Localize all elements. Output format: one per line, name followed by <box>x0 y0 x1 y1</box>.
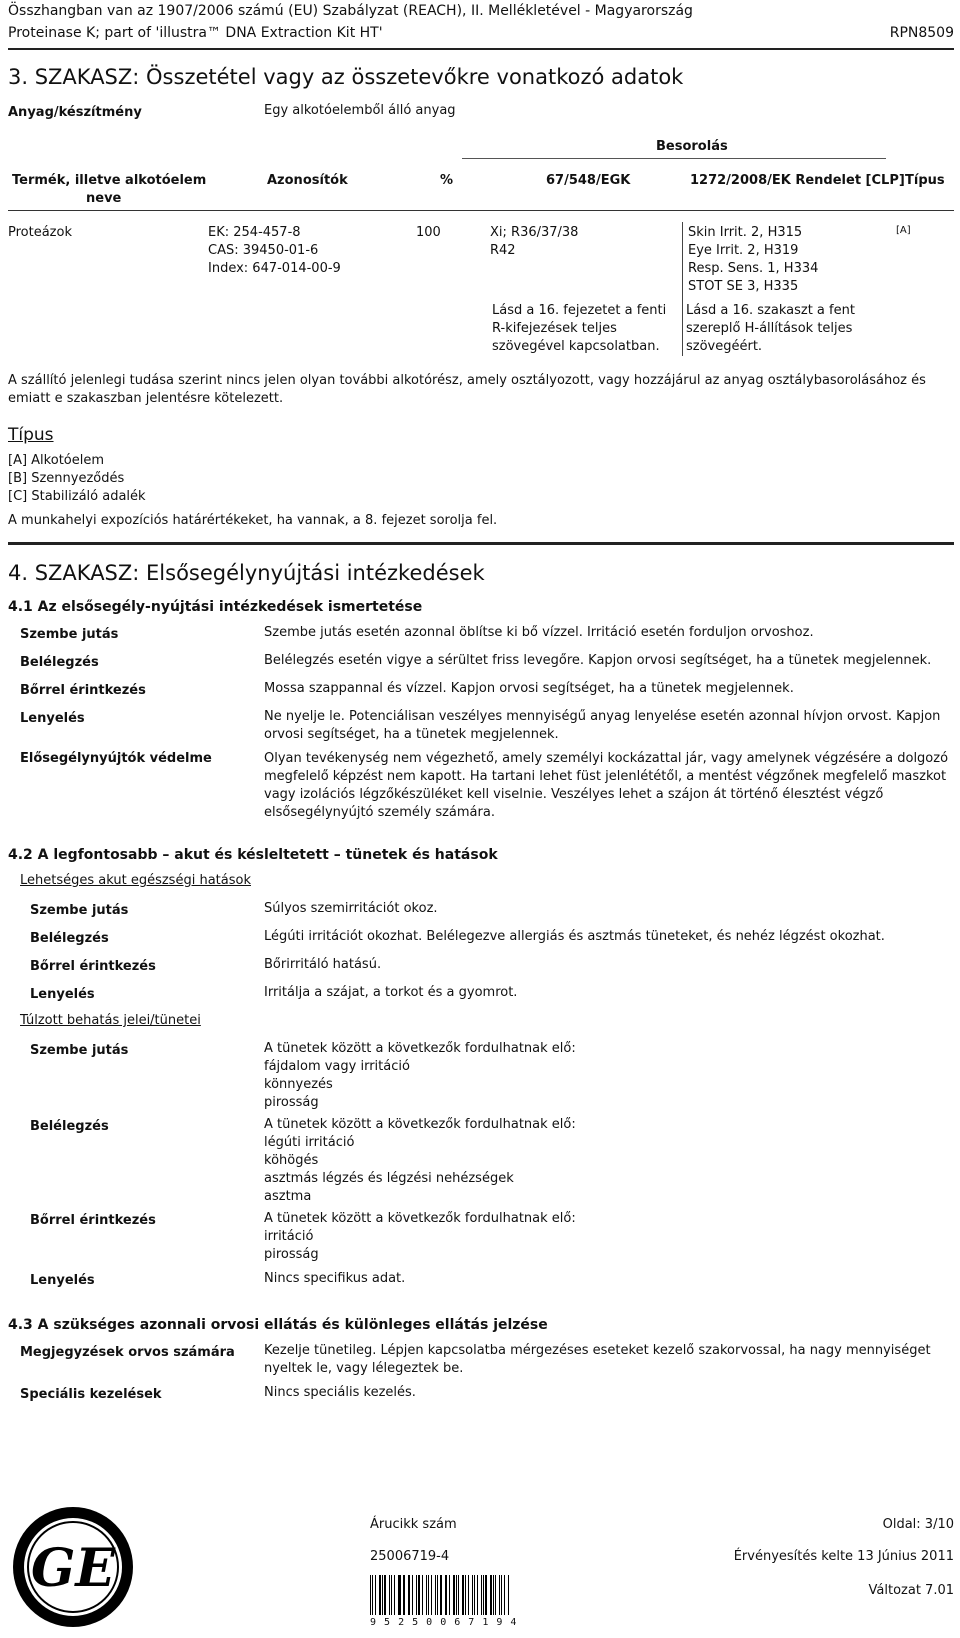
firstaid-ingest-text-2: orvosi segítséget, ha a tünetek megjelennek. <box>264 727 559 742</box>
eg67-note-3: szövegével kapcsolatban. <box>492 339 660 354</box>
firstaid-eye-label: Szembe jutás <box>20 627 119 642</box>
firstaid-protect-text-2: megfelelő képzést nem kapott. Ha tartani lehet füst jelenlététől, a mentést végzőnek megfelelő maszkot <box>264 769 947 784</box>
barcode-bar <box>501 1575 502 1615</box>
barcode-bar <box>490 1575 491 1615</box>
eg67-classes-2: R42 <box>490 243 516 258</box>
substance-label: Anyag/készítmény <box>8 105 142 120</box>
barcode-bar <box>382 1575 383 1615</box>
type-item-a: [A] Alkotóelem <box>8 453 105 468</box>
barcode-bar <box>462 1575 464 1615</box>
clp-class-3: Resp. Sens. 1, H334 <box>688 261 819 276</box>
firstaid-protect-label: Elősegélynyújtók védelme <box>20 751 212 766</box>
over-skin-label: Bőrrel érintkezés <box>30 1213 156 1228</box>
over-eye-text-3: könnyezés <box>264 1077 333 1092</box>
barcode-bar <box>449 1575 450 1615</box>
version: Változat 7.01 <box>868 1583 954 1598</box>
section-divider <box>8 542 954 545</box>
type-value: [A] <box>896 225 911 236</box>
sub-4-1: 4.1 Az elsősegély-nyújtási intézkedések ismertetése <box>8 599 423 615</box>
validity-date: Érvényesítés kelte 13 Június 2011 <box>733 1549 954 1564</box>
over-inhal-label: Belélegzés <box>30 1119 109 1134</box>
firstaid-inhal-label: Belélegzés <box>20 655 99 670</box>
barcode-bar <box>458 1575 459 1615</box>
acute-eye-text: Súlyos szemirritációt okoz. <box>264 901 438 916</box>
eg67-note-2: R-kifejezések teljes <box>492 321 617 336</box>
over-skin-text-3: pirosság <box>264 1247 319 1262</box>
firstaid-inhal-text: Belélegzés esetén vigye a sérültet friss levegőre. Kapjon orvosi segítséget, ha a tünetek megjelennek. <box>264 653 932 668</box>
over-eye-label: Szembe jutás <box>30 1043 129 1058</box>
page-number: Oldal: 3/10 <box>882 1517 954 1532</box>
over-inhal-text-2: légúti irritáció <box>264 1135 355 1150</box>
barcode-bar <box>398 1575 399 1615</box>
barcode-bar <box>499 1575 500 1615</box>
ge-logo-text: GE <box>30 1538 116 1599</box>
product-code: RPN8509 <box>889 25 954 41</box>
barcode-bar <box>493 1575 494 1615</box>
col-identifiers: Azonosítók <box>267 173 348 188</box>
regulation-line: Összhangban van az 1907/2006 számú (EU) Szabályzat (REACH), II. Mellékletével - Magyarország <box>8 3 693 19</box>
barcode-bar <box>431 1575 432 1615</box>
clp-class-1: Skin Irrit. 2, H315 <box>688 225 803 240</box>
barcode-bar <box>426 1575 427 1615</box>
barcode-bar <box>495 1575 496 1615</box>
acute-heading: Lehetséges akut egészségi hatások <box>20 873 251 888</box>
barcode-bar <box>477 1575 478 1615</box>
barcode-bar <box>483 1575 484 1615</box>
barcode-bar <box>435 1575 436 1615</box>
special-treatment-label: Speciális kezelések <box>20 1387 162 1402</box>
ge-logo <box>12 1506 134 1628</box>
over-inhal-text-3: köhögés <box>264 1153 319 1168</box>
barcode-bar <box>504 1575 505 1615</box>
col-type: Típus <box>905 173 945 188</box>
sub-4-2: 4.2 A legfontosabb – akut és késleltetett – tünetek és hatások <box>8 847 498 863</box>
firstaid-eye-text: Szembe jutás esetén azonnal öblítse ki bő vízzel. Irritáció esetén forduljon orvoshoz. <box>264 625 814 640</box>
barcode-bar <box>437 1575 438 1615</box>
col-clp: 1272/2008/EK Rendelet [CLP] <box>690 173 905 188</box>
medical-notes-text-2: nyeltek le, vagy lélegeztek be. <box>264 1361 464 1376</box>
eg67-note-1: Lásd a 16. fejezetet a fenti <box>492 303 667 318</box>
acute-ingest-label: Lenyelés <box>30 987 95 1002</box>
clp-note-3: szövegéért. <box>686 339 763 354</box>
clp-class-4: STOT SE 3, H335 <box>688 279 799 294</box>
component-name: Proteázok <box>8 225 72 240</box>
type-heading: Típus <box>8 425 54 445</box>
over-inhal-text-5: asztma <box>264 1189 312 1204</box>
header-rule <box>8 48 954 50</box>
acute-inhal-text: Légúti irritációt okozhat. Belélegezve allergiás és asztmás tüneteket, és nehéz légzést okozhat. <box>264 929 885 944</box>
table-header-rule <box>8 210 954 211</box>
barcode-bar <box>440 1575 442 1615</box>
clp-class-2: Eye Irrit. 2, H319 <box>688 243 799 258</box>
barcode-bar <box>445 1575 446 1615</box>
col-name-2: neve <box>86 191 122 206</box>
firstaid-protect-text-4: elsősegélynyújtó személy számára. <box>264 805 495 820</box>
barcode-bar <box>408 1575 409 1615</box>
acute-inhal-label: Belélegzés <box>30 931 109 946</box>
over-ingest-text: Nincs specifikus adat. <box>264 1271 406 1286</box>
supplier-note-1: A szállító jelenlegi tudása szerint nincs jelen olyan további alkotórész, amely osztályozott, vagy hozzájárul az anyag osztálybasorolásához és <box>8 373 926 388</box>
barcode-bar <box>485 1575 487 1615</box>
over-eye-text-4: pirosság <box>264 1095 319 1110</box>
over-eye-text-2: fájdalom vagy irritáció <box>264 1059 410 1074</box>
overexposure-heading: Túlzott behatás jelei/tünetei <box>20 1013 201 1028</box>
acute-skin-label: Bőrrel érintkezés <box>30 959 156 974</box>
acute-skin-text: Bőrirritáló hatású. <box>264 957 382 972</box>
barcode-bar <box>472 1575 473 1615</box>
over-skin-text-2: irritáció <box>264 1229 314 1244</box>
section-4-title: 4. SZAKASZ: Elsősegélynyújtási intézkedések <box>8 561 485 585</box>
classification-underline <box>462 158 886 159</box>
barcode-bar <box>403 1575 404 1615</box>
acute-ingest-text: Irritálja a szájat, a torkot és a gyomrot. <box>264 985 518 1000</box>
sub-4-3: 4.3 A szükséges azonnali orvosi ellátás és különleges ellátás jelzése <box>8 1317 548 1333</box>
barcode-bar <box>370 1575 371 1615</box>
supplier-note-2: emiatt e szakaszban jelentésre kötelezett. <box>8 391 284 406</box>
section-3-title: 3. SZAKASZ: Összetétel vagy az összetevőkre vonatkozó adatok <box>8 65 684 89</box>
clp-note-2: szereplő H-állítások teljes <box>686 321 853 336</box>
exposure-note: A munkahelyi expozíciós határértékeket, ha vannak, a 8. fejezet sorolja fel. <box>8 513 498 528</box>
firstaid-protect-text-1: Olyan tevékenység nem végezhető, amely személyi kockázattal jár, vagy amelynek végzésére a dolgozó <box>264 751 949 766</box>
classification-header: Besorolás <box>656 139 728 154</box>
col-name-1: Termék, illetve alkotóelem <box>12 173 207 188</box>
percent-value: 100 <box>416 225 441 240</box>
barcode-bar <box>375 1575 376 1615</box>
col-percent: % <box>440 173 454 188</box>
item-number-label: Árucikk szám <box>370 1517 457 1532</box>
barcode-bar <box>508 1575 509 1615</box>
eg67-classes-1: Xi; R36/37/38 <box>490 225 579 240</box>
barcode-bar <box>456 1575 457 1615</box>
barcode-bar <box>409 1575 410 1615</box>
over-skin-text-1: A tünetek között a következők fordulhatnak elő: <box>264 1211 576 1226</box>
barcode-bar <box>468 1575 469 1615</box>
over-inhal-text-1: A tünetek között a következők fordulhatnak elő: <box>264 1117 576 1132</box>
barcode-bar <box>446 1575 447 1615</box>
firstaid-skin-label: Bőrrel érintkezés <box>20 683 146 698</box>
acute-eye-label: Szembe jutás <box>30 903 129 918</box>
barcode-bar <box>481 1575 482 1615</box>
id-cas: CAS: 39450-01-6 <box>208 243 319 258</box>
over-inhal-text-4: asztmás légzés és légzési nehézségek <box>264 1171 514 1186</box>
barcode-bar <box>412 1575 413 1615</box>
clp-note-1: Lásd a 16. szakaszt a fent <box>686 303 855 318</box>
barcode-bar <box>453 1575 454 1615</box>
barcode-bar <box>422 1575 423 1615</box>
product-name: Proteinase K; part of 'illustra™ DNA Extraction Kit HT' <box>8 25 383 41</box>
barcode-digits: 9 5 2 5 0 0 6 7 1 9 4 <box>370 1617 518 1628</box>
firstaid-protect-text-3: vagy izolációs légzőkészüléket kell viselnie. Veszélyes lehet a szájon át történő élesztést végző <box>264 787 884 802</box>
id-index: Index: 647-014-00-9 <box>208 261 341 276</box>
barcode-bar <box>416 1575 417 1615</box>
firstaid-ingest-text-1: Ne nyelje le. Potenciálisan veszélyes mennyiségű anyag lenyelése esetén azonnal hívjon orvost. Kapjon <box>264 709 941 724</box>
barcode-bar <box>465 1575 466 1615</box>
firstaid-skin-text: Mossa szappannal és vízzel. Kapjon orvosi segítséget, ha a tünetek megjelennek. <box>264 681 794 696</box>
type-item-c: [C] Stabilizáló adalék <box>8 489 146 504</box>
barcode-bar <box>384 1575 385 1615</box>
firstaid-ingest-label: Lenyelés <box>20 711 85 726</box>
id-ek: EK: 254-457-8 <box>208 225 301 240</box>
special-treatment-text: Nincs speciális kezelés. <box>264 1385 416 1400</box>
barcode-bar <box>391 1575 392 1615</box>
medical-notes-label: Megjegyzések orvos számára <box>20 1345 235 1360</box>
type-item-b: [B] Szennyeződés <box>8 471 125 486</box>
clp-divider <box>682 222 683 356</box>
medical-notes-text-1: Kezelje tünetileg. Lépjen kapcsolatba mérgezéses eseteket kezelő szakorvossal, ha nagy mennyiséget <box>264 1343 931 1358</box>
barcode-bar <box>372 1575 373 1615</box>
barcode <box>370 1575 510 1615</box>
barcode-bar <box>379 1575 381 1615</box>
barcode-bar <box>389 1575 390 1615</box>
col-67-548: 67/548/EGK <box>546 173 631 188</box>
barcode-bar <box>399 1575 401 1615</box>
barcode-bar <box>418 1575 420 1615</box>
over-ingest-label: Lenyelés <box>30 1273 95 1288</box>
item-number: 25006719-4 <box>370 1549 450 1564</box>
substance-value: Egy alkotóelemből álló anyag <box>264 103 456 118</box>
barcode-bar <box>474 1575 475 1615</box>
barcode-bar <box>428 1575 429 1615</box>
barcode-bar <box>394 1575 395 1615</box>
over-eye-text-1: A tünetek között a következők fordulhatnak elő: <box>264 1041 576 1056</box>
